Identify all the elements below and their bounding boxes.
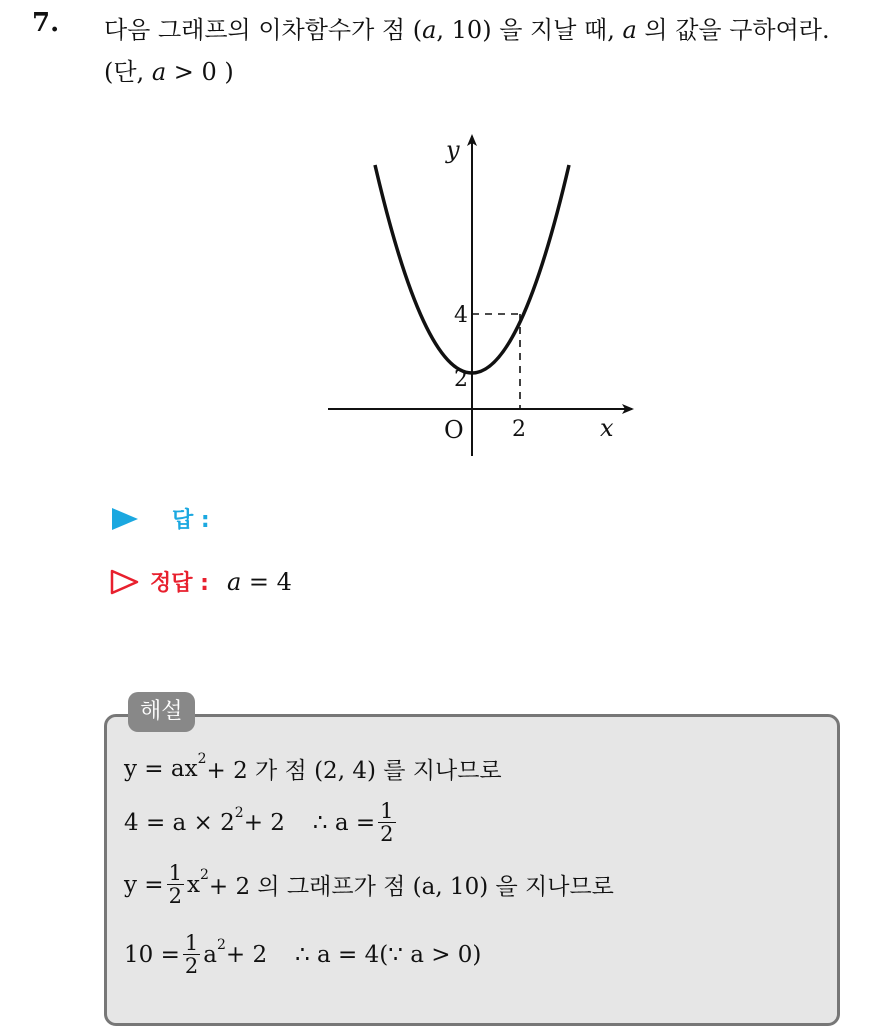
math-text: + 2 — [225, 941, 268, 968]
play-triangle-icon — [112, 508, 138, 530]
variable-a: a — [226, 567, 242, 596]
x-axis-label: x — [600, 414, 614, 442]
denominator: 2 — [168, 884, 182, 909]
y-axis-label: y — [446, 136, 460, 164]
answer-label: 답 : — [172, 508, 210, 533]
condition-part: (단, — [104, 58, 152, 86]
question-text-part: 다음 그래프의 이차함수가 점 ( — [104, 16, 423, 44]
question-text-part: , 10) 을 지날 때, — [436, 16, 623, 44]
exponent: 2 — [216, 936, 226, 953]
fraction — [378, 800, 395, 845]
numerator: 1 — [168, 861, 182, 885]
fraction — [183, 932, 200, 977]
variable-a: a — [422, 16, 437, 44]
exponent: 2 — [197, 750, 207, 767]
math-text: 4 = a × 2 — [124, 809, 235, 836]
explanation-line-2 — [124, 800, 399, 845]
answer-row — [110, 503, 210, 534]
math-text: + 2 의 그래프가 점 (a, 10) 을 지나므로 — [208, 874, 614, 901]
y-tick-4: 4 — [454, 303, 468, 328]
correct-answer-label: 정답 : — [150, 571, 209, 596]
numerator: 1 — [380, 799, 394, 823]
question-text-line1 — [104, 10, 830, 45]
math-text: + 2 — [243, 809, 285, 836]
y-tick-2: 2 — [454, 367, 468, 392]
denominator: 2 — [184, 954, 199, 979]
question-number: 7. — [32, 8, 60, 38]
math-text: ∴ a = 4(∵ a > 0) — [295, 941, 482, 968]
math-text: y = — [124, 871, 164, 898]
math-text: ∴ a = — [312, 809, 376, 836]
denominator: 2 — [380, 822, 394, 847]
question-text-part: 의 값을 구하여라. — [636, 16, 830, 44]
correct-answer-row — [110, 566, 292, 597]
math-text: y = ax — [124, 755, 198, 782]
math-text: a — [203, 941, 217, 968]
variable-a: a — [151, 58, 167, 86]
explanation-line-4 — [124, 932, 481, 977]
explanation-tag: 해설 — [128, 692, 195, 732]
origin-label: O — [444, 416, 464, 444]
fraction — [167, 862, 184, 907]
explanation-line-3 — [124, 862, 614, 907]
x-tick-2: 2 — [512, 417, 526, 442]
question-condition — [104, 52, 234, 87]
math-text: x — [186, 871, 200, 898]
correct-answer-value — [227, 568, 292, 596]
explanation-line-1 — [124, 752, 502, 785]
variable-a: a — [622, 16, 637, 44]
math-text: 10 = — [124, 941, 180, 968]
answer-equals: = 4 — [241, 567, 292, 596]
numerator: 1 — [184, 931, 199, 955]
parabola-graph — [320, 128, 650, 464]
exponent: 2 — [199, 866, 209, 883]
math-text: + 2 가 점 (2, 4) 를 지나므로 — [206, 758, 502, 784]
outline-triangle-icon — [110, 569, 140, 595]
exponent: 2 — [234, 804, 244, 821]
condition-part: > 0 ) — [166, 58, 234, 86]
